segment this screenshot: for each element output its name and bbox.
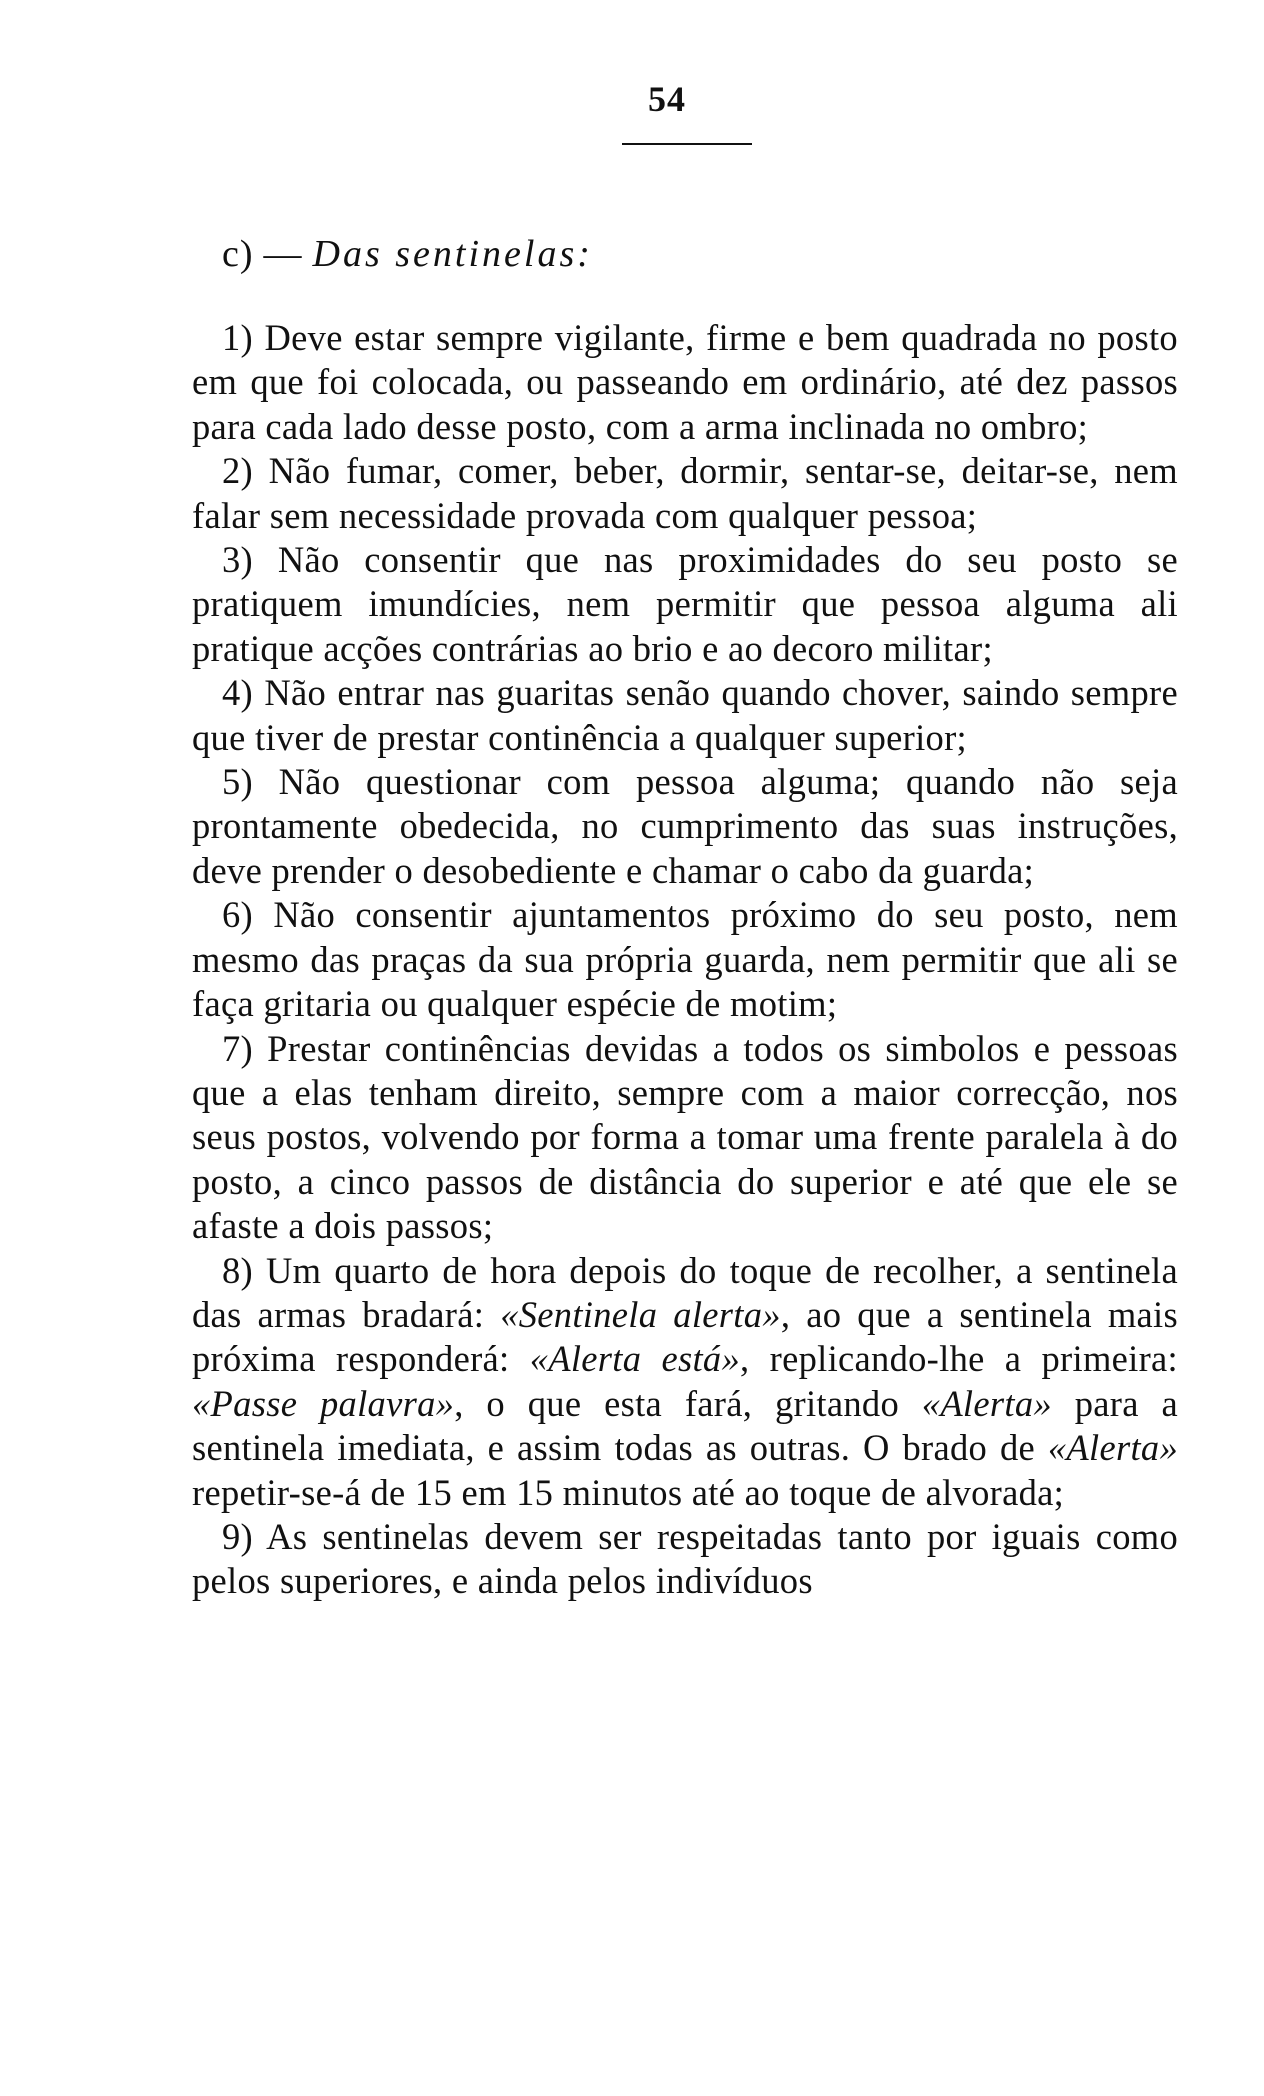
item-number: 5)	[222, 761, 254, 803]
item-text: Não fumar, comer, beber, dormir, sentar-se, deitar-se, nem falar sem necessidade provada com qualquer pessoa;	[192, 450, 1178, 536]
item-text-part: , replicando-lhe a primeira:	[740, 1338, 1178, 1380]
item-number: 7)	[222, 1027, 254, 1069]
section-heading	[222, 232, 593, 276]
list-item-9	[192, 1515, 1178, 1604]
quoted-call: «Alerta»	[921, 1382, 1052, 1424]
list-item-1	[192, 316, 1178, 449]
list-item-6	[192, 893, 1178, 1026]
item-text: As sentinelas devem ser respeitadas tanto por iguais como pelos superiores, e ainda pelos indivíduos	[192, 1515, 1178, 1602]
page-number: 54	[648, 79, 686, 119]
list-item-7	[192, 1027, 1178, 1249]
item-number: 9)	[222, 1515, 254, 1557]
item-text: Não consentir que nas proximidades do seu posto se pratiquem imundícies, nem permitir que pessoa alguma ali pratique acções contrárias ao brio e ao decoro militar;	[192, 539, 1178, 669]
item-text-part: , ao que a sentinela mais próxima responderá:	[192, 1293, 1178, 1380]
item-text-part: repetir-se-á de 15 em 15 minutos até ao toque de alvorada;	[192, 1471, 1065, 1513]
item-text: Não questionar com pessoa alguma; quando não seja prontamente obedecida, no cumprimento das suas instruções, deve prender o desobediente e chamar o cabo da guarda;	[192, 761, 1178, 891]
list-item-8	[192, 1249, 1178, 1515]
list-item-3	[192, 538, 1178, 671]
quoted-call: «Sentinela alerta»	[500, 1293, 781, 1335]
item-text: Prestar continências devidas a todos os simbolos e pessoas que a elas tenham direito, sempre com a maior correcção, nos seus postos, volvendo por forma a tomar uma frente paralela à do posto, a cinco passos de distância do superior e até que ele se afaste a dois passos;	[192, 1027, 1178, 1247]
quoted-call: «Passe palavra»	[192, 1382, 455, 1424]
list-item-5	[192, 760, 1178, 893]
item-number: 8)	[222, 1249, 254, 1291]
section-marker: c)	[222, 233, 254, 275]
item-text-part: Um quarto de hora depois do toque de recolher, a sentinela das armas bradará:	[192, 1249, 1178, 1335]
list-item-4	[192, 671, 1178, 760]
list-item-2	[192, 449, 1178, 538]
section-title: Das sentinelas:	[312, 233, 593, 275]
item-text-part: para a sentinela imediata, e assim todas as outras. O brado de	[192, 1382, 1178, 1469]
item-text: Não entrar nas guaritas senão quando chover, saindo sempre que tiver de prestar continência a qualquer superior;	[192, 672, 1178, 758]
item-number: 3)	[222, 539, 254, 581]
quoted-call: «Alerta está»	[529, 1338, 741, 1380]
item-text: Não consentir ajuntamentos próximo do seu posto, nem mesmo das praças da sua própria guarda, nem permitir que ali se faça gritaria ou qualquer espécie de motim;	[192, 894, 1178, 1025]
item-text-part: , o que esta fará, gritando	[454, 1382, 922, 1424]
body-text	[192, 316, 1178, 1604]
item-number: 4)	[222, 672, 254, 714]
item-number: 1)	[222, 317, 254, 358]
item-number: 6)	[222, 894, 254, 936]
section-dash: —	[263, 233, 303, 275]
header-rule	[622, 143, 752, 145]
item-number: 2)	[222, 450, 254, 492]
quoted-call: «Alerta»	[1047, 1427, 1178, 1469]
item-text: Deve estar sempre vigilante, firme e bem quadrada no posto em que foi colocada, ou passeando em ordinário, até dez passos para cada lado desse posto, com a arma inclinada no ombro;	[192, 317, 1178, 447]
